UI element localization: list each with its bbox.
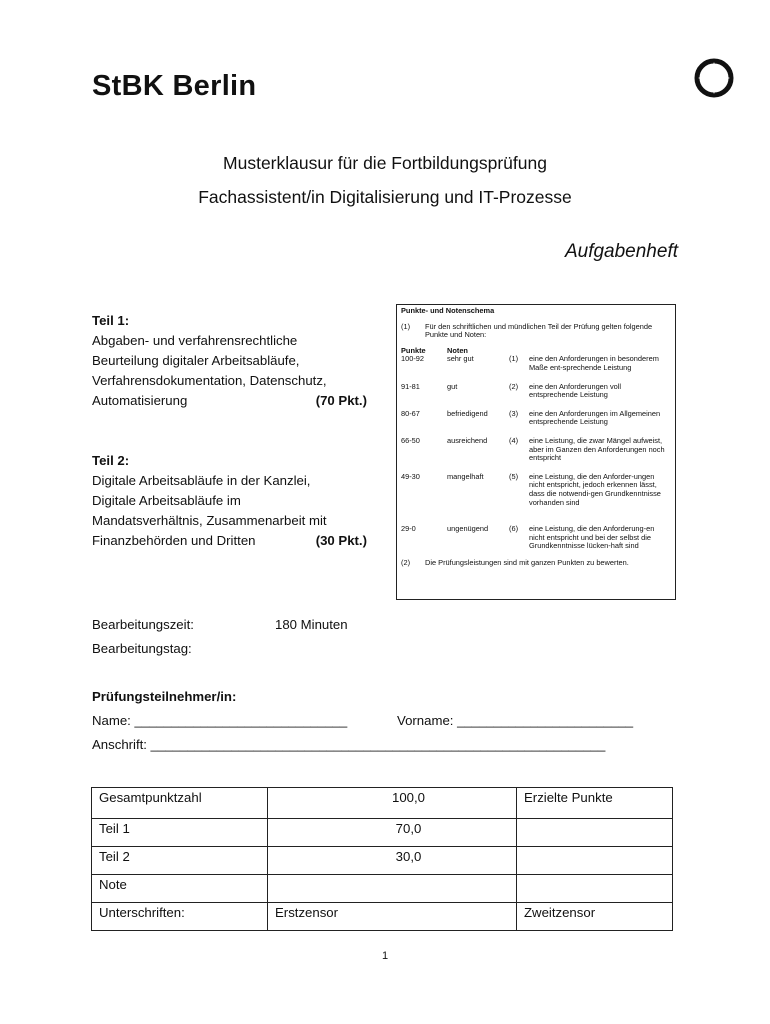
teil1-line: Automatisierung xyxy=(92,393,188,408)
column-punkte: Punkte xyxy=(401,345,426,355)
grading-row xyxy=(401,525,671,551)
grading-row-grade: mangelhaft xyxy=(447,471,484,481)
grading-row-points: 91-81 xyxy=(401,381,420,391)
exam-subtitle: Fachassistent/in Digitalisierung und IT-Prozesse xyxy=(198,187,572,207)
grading-row xyxy=(401,437,671,463)
grading-row-number: (5) xyxy=(509,471,519,481)
teil2-line-last xyxy=(92,531,367,551)
participant-heading: Prüfungsteilnehmer/in: xyxy=(92,689,237,704)
grading-row-description: eine Leistung, die den Anforderung-en nicht entspricht und bei der selbst die Grundkenntnisse lücken-haft sind xyxy=(529,524,655,551)
grading-row-number: (2) xyxy=(509,381,519,391)
brand-title: StBK Berlin xyxy=(92,70,257,102)
exam-title: Musterklausur für die Fortbildungsprüfung xyxy=(223,153,547,173)
page-number: 1 xyxy=(381,950,389,962)
teil2-points: (30 Pkt.) xyxy=(315,533,367,548)
teil1-heading: Teil 1: xyxy=(92,313,130,328)
teil1-line: Abgaben- und verfahrensrechtliche xyxy=(92,333,298,348)
teil1-line: Verfahrensdokumentation, Datenschutz, xyxy=(92,373,327,388)
score-table-cell: Unterschriften: xyxy=(92,903,268,931)
score-table-cell: Teil 2 xyxy=(92,847,268,875)
score-table-cell: Teil 1 xyxy=(92,819,268,847)
teil1-points: (70 Pkt.) xyxy=(315,393,367,408)
score-table-cell[interactable] xyxy=(268,875,517,903)
score-table-cell: 70,0 xyxy=(268,819,517,847)
score-table-cell[interactable]: Zweitzensor xyxy=(517,903,673,931)
booklet-label: Aufgabenheft xyxy=(564,241,678,262)
footer-text: Die Prüfungsleistungen sind mit ganzen Punkten zu bewerten. xyxy=(425,557,629,567)
grading-scheme-footer xyxy=(401,559,671,568)
grading-row xyxy=(401,410,671,427)
teil2-heading: Teil 2: xyxy=(92,453,130,468)
grading-row-description: eine den Anforderungen voll entsprechende Leistung xyxy=(529,381,622,400)
name-field[interactable]: Name: _____________________________ xyxy=(92,713,348,728)
stbk-berlin-logo-icon xyxy=(694,58,734,98)
grading-row xyxy=(401,355,671,372)
score-table-cell: 100,0 xyxy=(268,788,517,819)
grading-row-number: (6) xyxy=(509,524,519,534)
teil2-section xyxy=(92,451,367,551)
teil1-section xyxy=(92,311,367,411)
grading-row-number: (1) xyxy=(509,354,519,364)
teil2-line: Digitale Arbeitsabläufe in der Kanzlei, xyxy=(92,473,311,488)
grading-row-number: (4) xyxy=(509,435,519,445)
score-table-cell: Erzielte Punkte xyxy=(517,788,673,819)
grading-row-description: eine den Anforderungen im Allgemeinen entsprechende Leistung xyxy=(529,408,661,427)
grading-scheme-intro xyxy=(401,323,671,340)
score-table-cell: Erstzensor xyxy=(268,903,517,931)
teil1-line-last xyxy=(92,391,367,411)
teil2-line: Finanzbehörden und Dritten xyxy=(92,533,256,548)
score-table xyxy=(91,787,673,931)
score-table-cell: Gesamtpunktzahl xyxy=(92,788,268,819)
grading-scheme-title: Punkte- und Notenschema xyxy=(401,306,495,315)
grading-row-points: 100-92 xyxy=(401,354,425,364)
score-table-cell[interactable] xyxy=(517,819,673,847)
score-table-cell[interactable] xyxy=(517,847,673,875)
grading-row-description: eine Leistung, die den Anforder-ungen nicht entspricht, jedoch erkennen lässt, dass die notwendi-gen Grundkenntnisse vorhanden sind xyxy=(529,471,661,507)
score-table-cell: Note xyxy=(92,875,268,903)
score-table-cell: 30,0 xyxy=(268,847,517,875)
column-noten: Noten xyxy=(447,345,468,355)
teil2-line: Digitale Arbeitsabläufe im xyxy=(92,493,241,508)
grading-row xyxy=(401,383,671,400)
grading-row-points: 49-30 xyxy=(401,471,420,481)
bearbeitungszeit-label: Bearbeitungszeit: xyxy=(92,617,194,632)
grading-row xyxy=(401,473,671,507)
score-table-row xyxy=(92,875,673,903)
bearbeitungszeit-row xyxy=(92,617,194,632)
grading-row-points: 29-0 xyxy=(401,524,416,534)
bearbeitungstag-label: Bearbeitungstag: xyxy=(92,641,192,656)
intro-number: (1) xyxy=(401,321,411,331)
score-table-row xyxy=(92,847,673,875)
score-table-cell[interactable] xyxy=(517,875,673,903)
grading-row-grade: sehr gut xyxy=(447,354,474,364)
grading-row-description: eine den Anforderungen in besonderem Maße ent-sprechende Leistung xyxy=(529,354,659,372)
score-table-row xyxy=(92,903,673,931)
bearbeitungszeit-value: 180 Minuten xyxy=(275,617,348,632)
score-table-row xyxy=(92,819,673,847)
grading-row-grade: gut xyxy=(447,381,458,391)
teil1-line: Beurteilung digitaler Arbeitsabläufe, xyxy=(92,353,300,368)
intro-text: Für den schriftlichen und mündlichen Teil der Prüfung gelten folgende Punkte und Noten: xyxy=(425,321,653,340)
grading-row-points: 66-50 xyxy=(401,435,420,445)
footer-number: (2) xyxy=(401,557,411,567)
grading-row-points: 80-67 xyxy=(401,408,420,418)
grading-scheme-box xyxy=(396,304,676,600)
teil2-line: Mandatsverhältnis, Zusammenarbeit mit xyxy=(92,513,327,528)
grading-row-description: eine Leistung, die zwar Mängel aufweist, aber im Ganzen den Anforderungen noch entspricht xyxy=(529,435,665,463)
score-table-row xyxy=(92,788,673,819)
anschrift-field[interactable]: Anschrift: ______________________________________________________________ xyxy=(92,737,606,752)
grading-row-number: (3) xyxy=(509,408,519,418)
grading-row-grade: ungenügend xyxy=(447,524,489,534)
grading-row-grade: befriedigend xyxy=(447,408,488,418)
vorname-field[interactable]: Vorname: ________________________ xyxy=(397,713,634,728)
grading-row-grade: ausreichend xyxy=(447,435,488,445)
